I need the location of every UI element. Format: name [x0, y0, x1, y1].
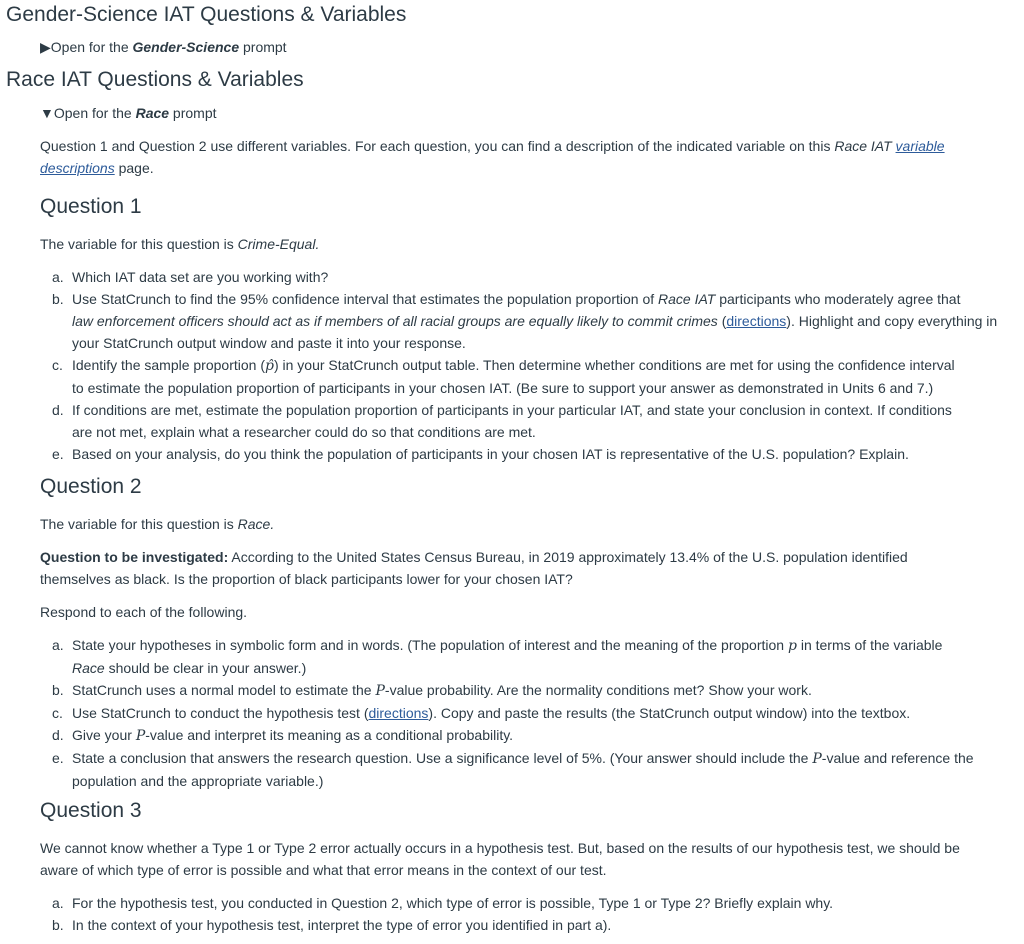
item-label: a. — [52, 895, 64, 911]
question-1-heading: Question 1 — [40, 195, 142, 218]
q1-item-c — [52, 354, 1012, 399]
item-text: your StatCrunch output window and paste it into your response. — [72, 335, 466, 351]
item-text: -value probability. Are the normality conditions met? Show your work. — [384, 682, 812, 698]
item-label: b. — [52, 682, 64, 698]
item-text: If conditions are met, estimate the population proportion of participants in your particular IAT, and state your conclusion in context. If conditions — [72, 402, 952, 418]
item-text: ). Highlight and copy everything in — [786, 313, 998, 329]
item-text: State a conclusion that answers the research question. Use a significance level of 5%. (Your answer should include the — [72, 750, 813, 766]
intro-em: Race IAT — [834, 138, 892, 154]
gender-section-title: Gender-Science IAT Questions & Variables — [6, 3, 407, 26]
item-em: Race — [72, 660, 105, 676]
item-text: population and the appropriate variable.) — [72, 773, 324, 789]
item-text: State your hypotheses in symbolic form and in words. (The population of interest and the meaning of the proportion — [72, 637, 788, 653]
q1-variable-prefix: The variable for this question is — [40, 236, 238, 252]
gender-prompt-toggle[interactable] — [40, 36, 287, 58]
item-text: Based on your analysis, do you think the population of participants in your chosen IAT is representative of the U.S. population? Explain. — [72, 446, 909, 462]
investigate-text: According to the United States Census Bureau, in 2019 approximately 13.4% of the U.S. population identified — [228, 549, 908, 565]
link-part-1: variable — [895, 138, 945, 154]
item-text: In the context of your hypothesis test, interpret the type of error you identified in part a). — [72, 917, 612, 933]
investigate-label: Question to be investigated: — [40, 549, 229, 565]
q3-item-b — [52, 914, 1012, 936]
race-prompt-toggle[interactable] — [40, 102, 217, 124]
q1-list — [52, 266, 1012, 465]
race-section-title: Race IAT Questions & Variables — [6, 68, 304, 91]
item-text: ). Copy and paste the results (the StatCrunch output window) into the textbox. — [428, 705, 911, 721]
race-toggle-em: Race — [135, 105, 170, 121]
intro-text-end: page. — [114, 160, 154, 176]
item-text: Give your — [72, 727, 136, 743]
link-part-2: descriptions — [40, 160, 115, 176]
q2-investigate — [40, 546, 1010, 590]
q3-item-a — [52, 892, 1012, 914]
q1-variable-name: Crime-Equal. — [237, 236, 320, 252]
item-text: Use StatCrunch to find the 95% confidence interval that estimates the population proportion of — [72, 291, 659, 307]
item-label: e. — [52, 446, 64, 462]
item-em: law enforcement officers should act as if members of all racial groups are equally likely to commit crimes — [72, 313, 718, 329]
q2-variable — [40, 513, 274, 535]
q2-list — [52, 634, 1012, 792]
item-text: to estimate the population proportion of participants in your chosen IAT. (Be sure to support your answer as demonstrated in Units 6 and 7.) — [72, 380, 934, 396]
p-hat-symbol: p̂ — [265, 358, 274, 374]
triangle-right-icon: ▶ — [40, 39, 51, 55]
item-em: Race IAT — [658, 291, 716, 307]
q1-item-b — [52, 288, 1012, 354]
item-text: are not met, explain what a researcher could do so that conditions are met. — [72, 424, 536, 440]
item-label: d. — [52, 727, 64, 743]
item-text: ) in your StatCrunch output table. Then determine whether conditions are met for using the confidence interval — [273, 357, 955, 373]
triangle-down-icon: ▼ — [40, 105, 54, 121]
q1-item-d — [52, 399, 1012, 443]
q1-item-e — [52, 443, 1012, 465]
item-text: Identify the sample proportion ( — [72, 357, 265, 373]
q3-paragraph — [40, 837, 1015, 881]
q1b-directions-link[interactable]: directions — [726, 313, 787, 329]
item-text: For the hypothesis test, you conducted in Question 2, which type of error is possible, Type 1 or Type 2? Briefly explain why. — [72, 895, 834, 911]
P-symbol: P — [375, 683, 385, 699]
race-toggle-suffix: prompt — [169, 105, 217, 121]
q2-item-c — [52, 702, 1012, 724]
item-label: b. — [52, 291, 64, 307]
item-label: a. — [52, 637, 64, 653]
item-label: d. — [52, 402, 64, 418]
item-text: StatCrunch uses a normal model to estimate the — [72, 682, 376, 698]
q2-variable-name: Race. — [237, 516, 275, 532]
item-text: Use StatCrunch to conduct the hypothesis test ( — [72, 705, 369, 721]
q2-item-e — [52, 747, 1012, 792]
item-text: participants who moderately agree that — [715, 291, 961, 307]
item-label: b. — [52, 917, 64, 933]
item-text: Which IAT data set are you working with? — [72, 269, 329, 285]
q2-item-d — [52, 724, 1012, 747]
q3-list — [52, 892, 1012, 936]
q3-text: We cannot know whether a Type 1 or Type 2 error actually occurs in a hypothesis test. But, based on the results of our hypothesis test, we should be — [40, 840, 960, 856]
q2-respond: Respond to each of the following. — [40, 604, 248, 620]
race-toggle-prefix: Open for the — [53, 105, 136, 121]
item-label: c. — [52, 357, 63, 373]
item-text: should be clear in your answer.) — [104, 660, 307, 676]
item-label: a. — [52, 269, 64, 285]
q2-item-b — [52, 679, 1012, 702]
item-label: c. — [52, 705, 63, 721]
q3-text: aware of which type of error is possible and what that error means in the context of our test. — [40, 862, 607, 878]
gender-toggle-em: Gender-Science — [132, 39, 240, 55]
item-text: in terms of the variable — [796, 637, 943, 653]
q1-variable — [40, 233, 319, 255]
question-2-heading: Question 2 — [40, 475, 142, 498]
gender-toggle-suffix: prompt — [239, 39, 287, 55]
item-text: -value and reference the — [821, 750, 974, 766]
question-3-heading: Question 3 — [40, 799, 142, 822]
p-symbol: p — [787, 638, 797, 654]
P-symbol: P — [812, 751, 822, 767]
q2-item-a — [52, 634, 1012, 679]
investigate-text: themselves as black. Is the proportion of black participants lower for your chosen IAT? — [40, 571, 573, 587]
gender-toggle-prefix: Open for the — [50, 39, 133, 55]
intro-paragraph — [40, 135, 1000, 179]
P-symbol: P — [135, 728, 146, 744]
q2c-directions-link[interactable]: directions — [368, 705, 429, 721]
q1-item-a — [52, 266, 1012, 288]
item-text: -value and interpret its meaning as a conditional probability. — [145, 727, 514, 743]
item-label: e. — [52, 750, 64, 766]
q2-variable-prefix: The variable for this question is — [40, 516, 238, 532]
intro-text: Question 1 and Question 2 use different variables. For each question, you can find a description of the indicated variable on this — [40, 138, 835, 154]
item-text: ( — [717, 313, 727, 329]
